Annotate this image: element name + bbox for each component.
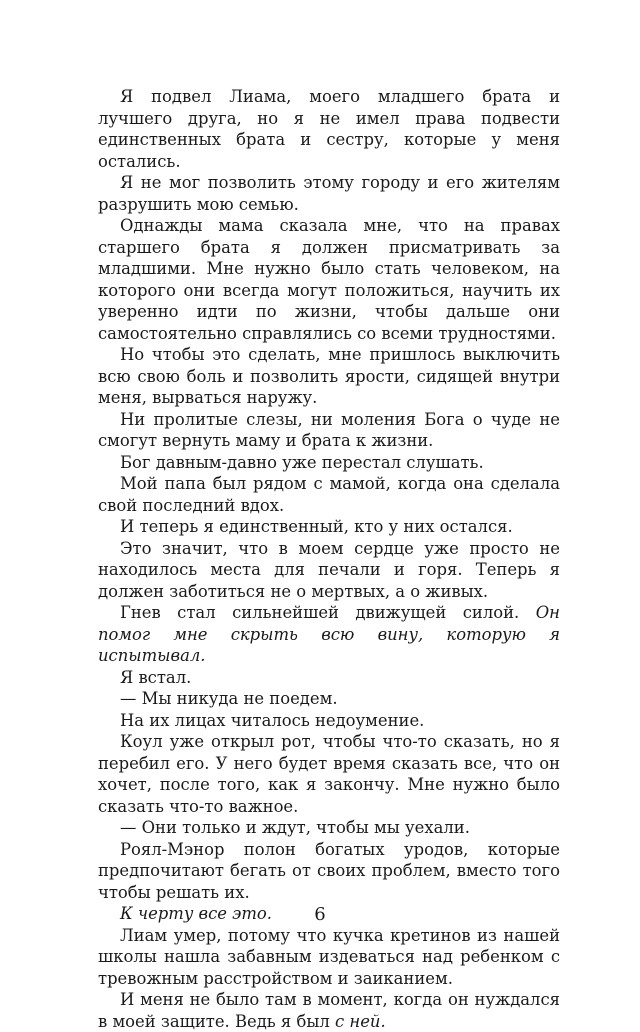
paragraph-18: Лиам умер, потому что кучка кретинов из нашей школы нашла забавным издеваться над ребенком с тревожным расстройством и заиканием.: [98, 925, 560, 988]
paragraph-8: И теперь я единственный, кто у них остался.: [120, 517, 513, 536]
paragraph-10: Гнев стал сильнейшей движущей силой. Он помог мне скрыть всю вину, которую я испытывал.: [98, 603, 560, 665]
paragraph-11: Я встал.: [120, 667, 192, 687]
paragraph-13: На их лицах читалось недоумение.: [120, 710, 425, 730]
paragraph-5: Ни пролитые слезы, ни моления Бога о чуде не смогут вернуть маму и брата к жизни.: [98, 409, 560, 450]
italic-text: Он помог мне скрыть всю вину, которую я испытывал.: [98, 603, 560, 665]
paragraph-7: Мой папа был рядом с мамой, когда она сделала свой последний вдох.: [98, 474, 560, 515]
paragraph-4: Но чтобы это сделать, мне пришлось выключить всю свою боль и позволить ярости, сидящей внутри меня, вырваться наружу.: [98, 345, 560, 407]
paragraph-1: Я подвел Лиама, моего младшего брата и лучшего друга, но я не имел права подвести единственных брата и сестру, которые у меня остались.: [98, 87, 560, 171]
page-body: [98, 86, 560, 1032]
italic-text: с ней.: [335, 1011, 386, 1031]
paragraph-16: Роял-Мэнор полон богатых уродов, которые предпочитают бегать от своих проблем, вместо того чтобы решать их.: [98, 839, 560, 902]
paragraph-9: Это значит, что в моем сердце уже просто не находилось места для печали и горя. Теперь я должен заботиться не о мертвых, а о живых.: [98, 538, 560, 601]
paragraph-14: Коул уже открыл рот, чтобы что-то сказать, но я перебил его. У него будет время сказать все, что он хочет, после того, как я закончу. Мне нужно было сказать что-то важное.: [98, 732, 560, 816]
paragraph-2: Я не мог позволить этому городу и его жителям разрушить мою семью.: [98, 173, 560, 214]
paragraph-12: — Мы никуда не поедем.: [120, 689, 338, 708]
italic-text: К черту все это.: [120, 904, 272, 923]
page-number: 6: [314, 904, 326, 925]
paragraph-6: Бог давным-давно уже перестал слушать.: [120, 452, 484, 472]
paragraph-3: Однажды мама сказала мне, что на правах старшего брата я должен присматривать за младшими. Мне нужно было стать человеком, на которого они всегда могут положиться, научить их уверенно идти по жизни, чтобы дальше они самостоятельно справлялись со всеми трудностями.: [98, 216, 560, 343]
paragraph-19: И меня не было там в момент, когда он нуждался в моей защите. Ведь я был с ней.: [98, 990, 560, 1031]
paragraph-15: — Они только и ждут, чтобы мы уехали.: [120, 818, 470, 837]
